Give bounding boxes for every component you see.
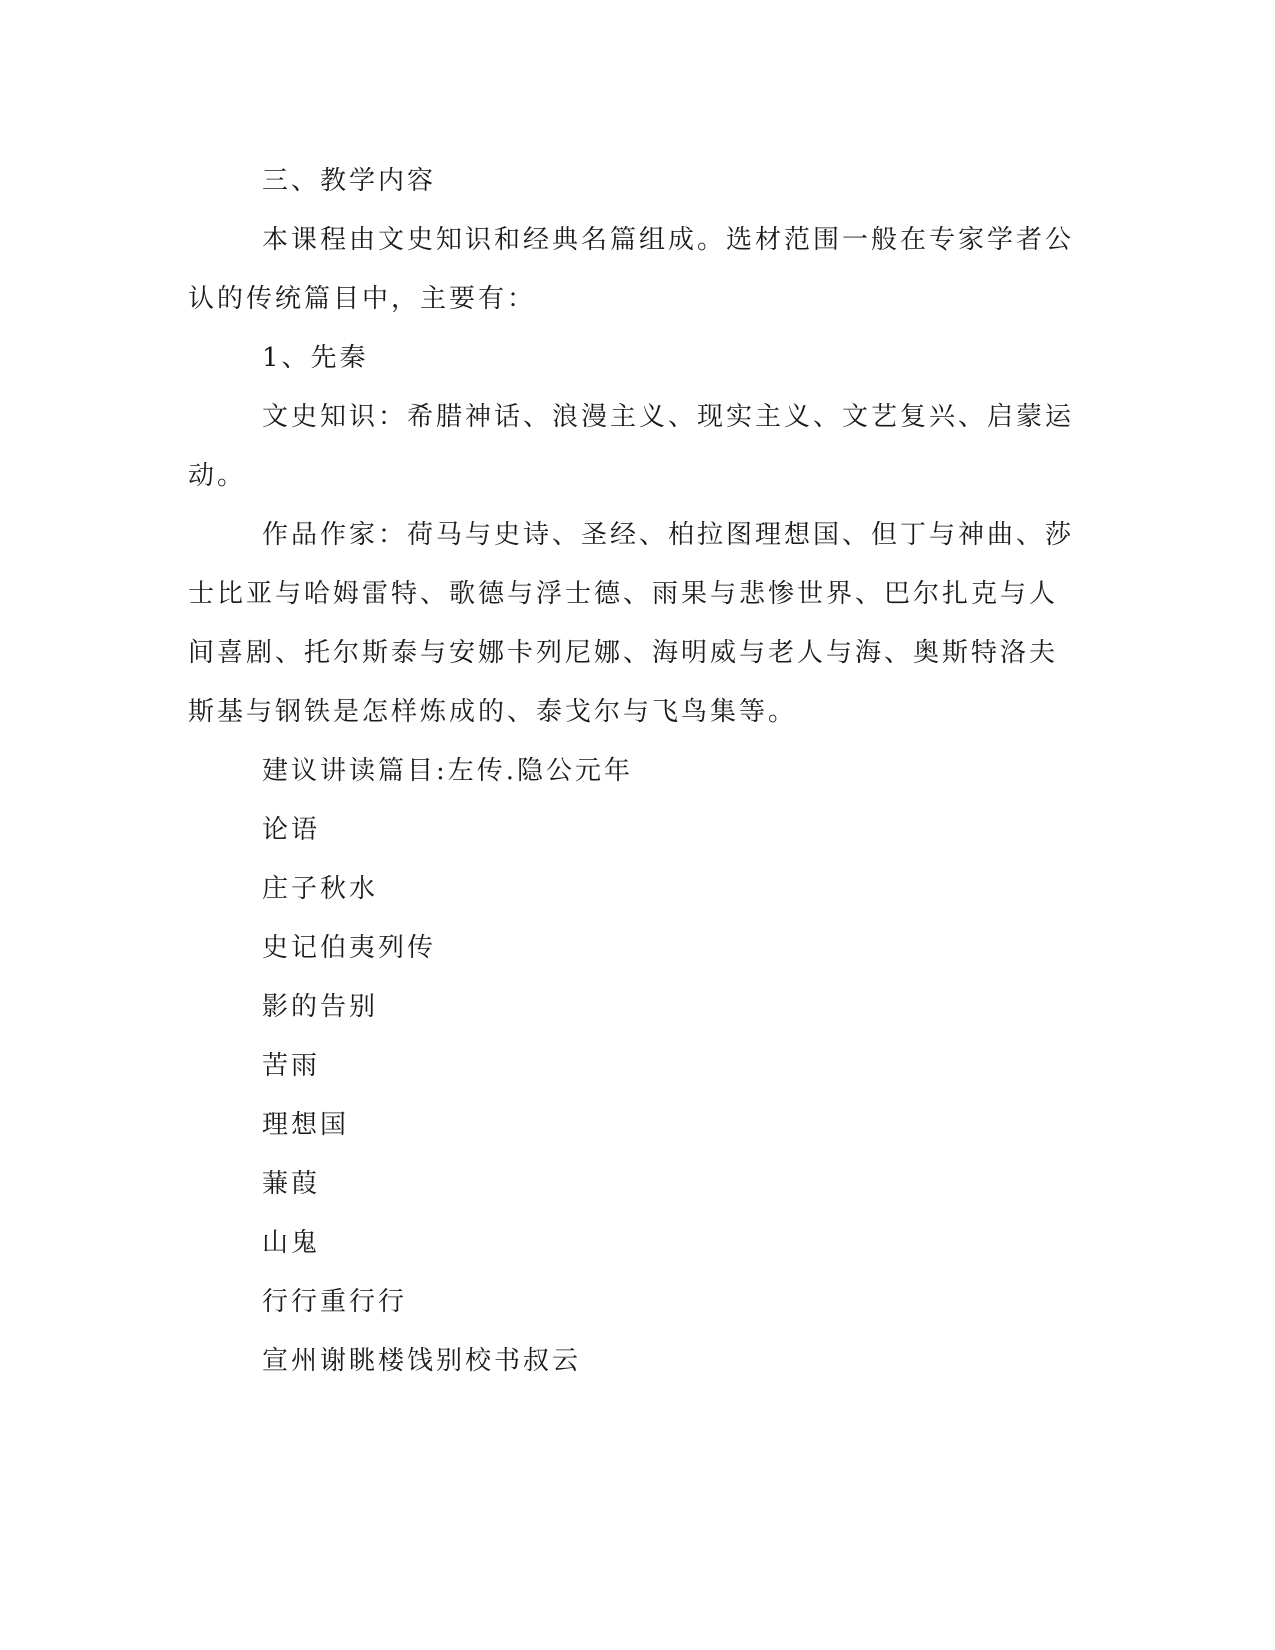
reading-item: 影的告别 xyxy=(262,992,379,1022)
history-knowledge-line-2: 动。 xyxy=(188,461,247,491)
reading-item: 苦雨 xyxy=(262,1051,321,1081)
reading-item: 宣州谢眺楼饯别校书叔云 xyxy=(262,1346,582,1376)
works-authors-line-4: 斯基与钢铁是怎样炼成的、泰戈尔与飞鸟集等。 xyxy=(188,697,798,727)
reading-item: 史记伯夷列传 xyxy=(262,933,437,963)
works-authors-line-3: 间喜剧、托尔斯泰与安娜卡列尼娜、海明威与老人与海、奥斯特洛夫 xyxy=(188,638,1059,668)
section-heading: 三、教学内容 xyxy=(262,166,437,196)
reading-item: 理想国 xyxy=(262,1110,350,1140)
reading-item: 山鬼 xyxy=(262,1228,321,1258)
intro-paragraph-line-2: 认的传统篇目中，主要有： xyxy=(188,284,537,314)
reading-item: 行行重行行 xyxy=(262,1287,408,1317)
works-authors-line-1: 作品作家：荷马与史诗、圣经、柏拉图理想国、但丁与神曲、莎 xyxy=(262,520,1075,550)
works-authors-line-2: 士比亚与哈姆雷特、歌德与浮士德、雨果与悲惨世界、巴尔扎克与人 xyxy=(188,579,1059,609)
reading-item: 论语 xyxy=(262,815,321,845)
intro-paragraph-line-1: 本课程由文史知识和经典名篇组成。选材范围一般在专家学者公 xyxy=(262,225,1075,255)
subsection-heading: 1、先秦 xyxy=(262,343,369,373)
reading-item: 庄子秋水 xyxy=(262,874,379,904)
suggested-readings-label: 建议讲读篇目:左传.隐公元年 xyxy=(262,756,634,786)
reading-item: 蒹葭 xyxy=(262,1169,321,1199)
history-knowledge-line-1: 文史知识：希腊神话、浪漫主义、现实主义、文艺复兴、启蒙运 xyxy=(262,402,1075,432)
